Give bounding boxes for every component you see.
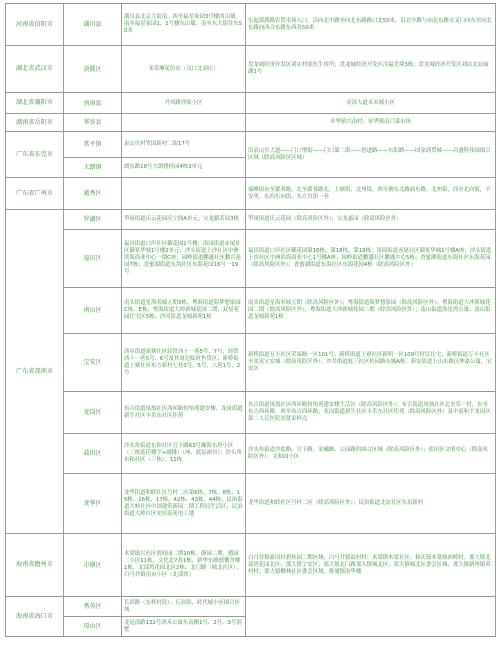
city-cell: 广东省东莞市 (6, 132, 64, 178)
high-risk-cell: 笋岗街道庆云花园庆宁阁A单元；宝龙路茗园3栋 (122, 210, 246, 230)
table-row (6, 210, 496, 230)
medium-risk-cell: 章华镇兴南村；章华镇南门菜市场 (246, 114, 496, 132)
medium-risk-cell: 新桥街道万丰社区荣泰路一区101号；新桥街道上寮社区新明一区109号村民住宅；新桥街道万丰社区至金富宝安城（除高风险区外）；沙井街道蚝三社区桂园路东城A栋，新安街道上山东路沃坤嘉公寓，宝安区 (246, 334, 496, 392)
high-risk-cell: 潢川县北京大街南，西至福星家园3号楼西山墙，南至福星家园1、2号楼东山墙，南至东大街往东50米 (122, 4, 246, 46)
high-risk-cell: 丹凤路徐家小区 (122, 93, 246, 114)
medium-risk-cell: 南头街道星海名城五期（除高风险区外）；粤海街道海梦想家园（除高风险区外）；粤海街道大冲新城花园二期（除高风险区外）；粤海街道大冲新城花园二期（除高风险区外）；南山街道海星湾公寓；南山街道龙城新苑1栋 (246, 288, 496, 334)
district-cell: 盐田区 (64, 434, 122, 474)
table-row (6, 230, 496, 288)
high-risk-cell: 长滨路（东桂村段）、长滨街、时代城小区围合区域 (122, 597, 246, 617)
district-cell: 越秀区 (64, 178, 122, 210)
medium-risk-cell: 沙头角街道沙盐路、官下路、金融路、公园路的围合区域（除高风险区外）；盐田区文明中心（除高风险区外）；文和园小区 (246, 434, 496, 474)
district-cell: 市辖区 (64, 534, 122, 597)
table-row (6, 597, 496, 617)
medium-risk-cell: 盘龙城经济开发区刘店村张医生诊所；盘龙城经济开发区汉福美境3栋；盘龙城经济开发区刘店北辰丽湖1号 (246, 46, 496, 93)
table-row (6, 434, 496, 474)
high-risk-cell: 龙华街道和联社区号村二区第6栋、7栋、8栋、15栋、16栋、17栋、42栋、43栋、44栋；民治街道大岭社区中国建筑新园二期工程局生活区；民治街道大岭社区安居南苑电工地 (122, 474, 246, 534)
district-cell: 福田区 (64, 230, 122, 288)
district-cell: 南山区 (64, 288, 122, 334)
city-cell: 湖南省岳阳市 (6, 114, 64, 132)
district-cell: 琼山区 (64, 617, 122, 637)
high-risk-cell: 米蒂摩花纷店（汉口北刘店） (122, 46, 246, 93)
district-cell: 宝安区 (64, 334, 122, 392)
table-row (6, 93, 496, 114)
city-cell: 河南省信阳市 (6, 4, 64, 46)
table-row (6, 4, 496, 46)
table-row (6, 534, 496, 597)
table-row (6, 178, 496, 210)
high-risk-cell: 朗东路18号大朗碧桂园4栋3单元 (122, 158, 246, 178)
high-risk-cell: 沙头角街道东和社区官下路63号瀚海东岸小区（三栋基佳楼字+副楼）（座、底层裙房）；沙头角东和社区（三栋），11栋 (122, 434, 246, 474)
district-cell: 常平镇 (64, 132, 122, 158)
district-cell: 龙华区 (64, 474, 122, 534)
table-row (6, 474, 496, 534)
district-cell: 潢川县 (64, 4, 122, 46)
table-row (6, 288, 496, 334)
table-row (6, 132, 496, 158)
city-cell: 湖北省襄阳市 (6, 93, 64, 114)
district-cell: 龙岗区 (64, 392, 122, 434)
medium-risk-cell: 白马井镇新国村碧桂园二期区域；白马井镇福村村；木棠镇木棠社区；和庆镇木棠热西岭村；那大镇北部湾花园北区；那大镇宁安区；那大镇北门路那大镇城北区；那大镇城北区委会区域；那大镇新州镇英村村；那大镇椰林社区委会区域，排浦镇南华楼 (246, 534, 496, 597)
high-risk-cell: 布吉街道凤凰社区西环路何怡苑建安楼，龙岗街道新生社区丰乐东社区佳苑 (122, 392, 246, 434)
high-risk-cell: 西乡街道流塘社区轻铁西十一巷5号、7号；轻铁西十一巷5号、6号及其周边临时售货区；新桥街道上寮社区东方新村七巷3号，5号，八巷1号、2号 (122, 334, 246, 392)
district-cell: 华容县 (64, 114, 122, 132)
district-cell: 南漳县 (64, 93, 122, 114)
city-cell: 湖北省武汉市 (6, 46, 64, 93)
high-risk-cell: 龙昆南路132号鸿禾公寓东南侧1号、2号、3号别墅 (122, 617, 246, 637)
medium-risk-cell: 金漳大道末末城小区 (246, 93, 496, 114)
table-row (6, 114, 496, 132)
medium-risk-cell (246, 597, 496, 637)
high-risk-cell (122, 114, 246, 132)
table-row (6, 334, 496, 392)
medium-risk-cell: 布吉街道凤凰社区西环路何怡苑建安楼生活区（除高风险区外）；布吉街道凤凰社区北至乐一村，东至布吉西环路，西至布吉西环路；龙岗街道新生社区丰乐东社区佳苑（除高风险区外）及中南和平龙岗区第二人民医院景贤采样点 (246, 392, 496, 434)
high-risk-cell: 木棠镇兴社区碧桂园二期10栋，静园二期，德园二小区11栋，文化北7巷1栋，新华东路德馨舍楼1栋，北部湾花园北区2栋；北门路（城北社区）；白马井镇南市小区（北部湾） (122, 534, 246, 597)
medium-risk-cell: 笋岗街道庆云花园（除高风险区外）；宝龙嘉园（除高风险区外） (246, 210, 496, 230)
city-cell: 海南省海口市 (6, 597, 64, 637)
high-risk-cell: 福田街道口岸社区御花园1号楼；南园街道赤尾社区御景华城1号楼2单元；沙头街道上沙社区中洲滨海商业中心一期C座；园岭街道鹏盛社区鹏兴花园7栋；香蜜湖街道东海社区东海花园16号一19号 (122, 230, 246, 288)
city-cell: 广东省广州市 (6, 178, 64, 210)
high-risk-cell: 袁山贝村竹园新村二街17号 (122, 132, 246, 158)
medium-risk-cell: 东起郭湖路农贸市场入口，沿向北中路至向北东路路口北50米，沿北中路与向北东路交叉口向东至向北东路向西合东路东西各50米 (246, 4, 496, 46)
city-cell: 海南省儋州市 (6, 534, 64, 597)
district-cell: 秀英区 (64, 597, 122, 617)
high-risk-cell: 南头街道星海名城五期3栋；粤海街道海梦想家园C栋、E栋；粤海街道大冲新城花园二期；双星花园住宅区5栋；沙河街道龙城新苑1栋 (122, 288, 246, 334)
medium-risk-cell: 福田街道口岸社区御花园第16栋、第18栋、第19栋；南园街道赤尾社区御景华城1号楼A座；沙头街道上沙社区中洲滨海商业中心1号楼A座；园岭街道鹏盛社区鹏盛中心5栋；香蜜湖街道东海社区东海花园（除高风险区外）；香蜜湖街道东海社区东海花园4栋（除高风险区外） (246, 230, 496, 288)
medium-risk-cell: 沿袁山贝大道——门口增街——门口第二街——思进路——东阳路——国家商贸城——昌盛科技园围合区域（除高风险区区域） (246, 132, 496, 178)
district-cell: 黄陂区 (64, 46, 122, 93)
table-row (6, 392, 496, 434)
medium-risk-cell: 龙华街道和联社区号村二区（除高风险区外）；民治街道北站社区东泉新村 (246, 474, 496, 534)
city-cell: 广东省深圳市 (6, 210, 64, 534)
district-cell: 大朗镇 (64, 158, 122, 178)
medium-risk-cell: 瑶峰街东至藿蓉路，北至藿蓉路北、上塘街，北州街，西至塘东北路面东路，北州街，西至北向街，平安里，东西东向街，东方直街一巷 (246, 178, 496, 210)
risk-area-table (5, 3, 496, 637)
district-cell: 罗湖区 (64, 210, 122, 230)
high-risk-cell (122, 178, 246, 210)
table-row (6, 46, 496, 93)
